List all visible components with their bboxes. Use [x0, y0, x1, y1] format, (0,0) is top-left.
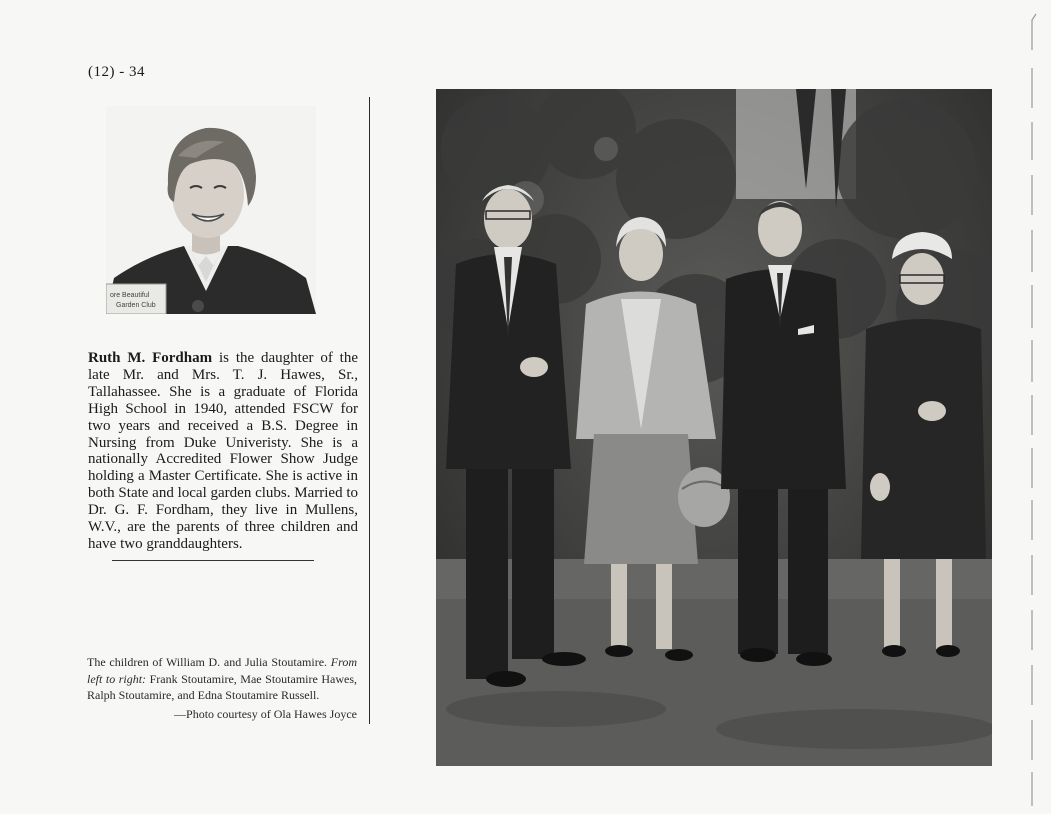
page-number: (12) - 34: [88, 64, 145, 80]
column-divider: [369, 97, 370, 724]
page-edge-marks: [1022, 10, 1046, 810]
caption-direction: From left to right:: [87, 655, 357, 686]
photo-caption: [87, 654, 357, 704]
bio-name: Ruth M. Fordham: [88, 350, 213, 366]
caption-names: Frank Stoutamire, Mae Stoutamire Hawes, Ralph Stoutamire, and Edna Stoutamire Russell.: [87, 671, 357, 703]
section-rule: [112, 560, 314, 561]
badge-text-line2: Garden Club: [116, 302, 156, 309]
portrait-illustration: [106, 106, 316, 314]
caption-intro: The children of William D. and Julia Stoutamire.: [87, 655, 331, 669]
badge-text-line1: ore Beautiful: [110, 292, 150, 299]
photo-credit: —Photo courtesy of Ola Hawes Joyce: [174, 707, 357, 721]
group-photo-illustration: [436, 89, 992, 766]
biography-paragraph: [88, 350, 358, 553]
portrait-photo: [106, 106, 316, 314]
bio-text: is the daughter of the late Mr. and Mrs. T. J. Hawes, Sr., Tallahassee. She is a graduate of Florida High School in 1940, attended FSCW for two years and received a B.S. Degree in Nursing from Duke Univeristy. She is a nationally Accredited Flower Show Judge holding a Master Certificate. She is active in both State and local garden clubs. Married to Dr. G. F. Fordham, they live in Mullens, W.V., are the parents of three children and have two granddaughters.: [88, 350, 358, 552]
group-photo: [436, 89, 992, 766]
